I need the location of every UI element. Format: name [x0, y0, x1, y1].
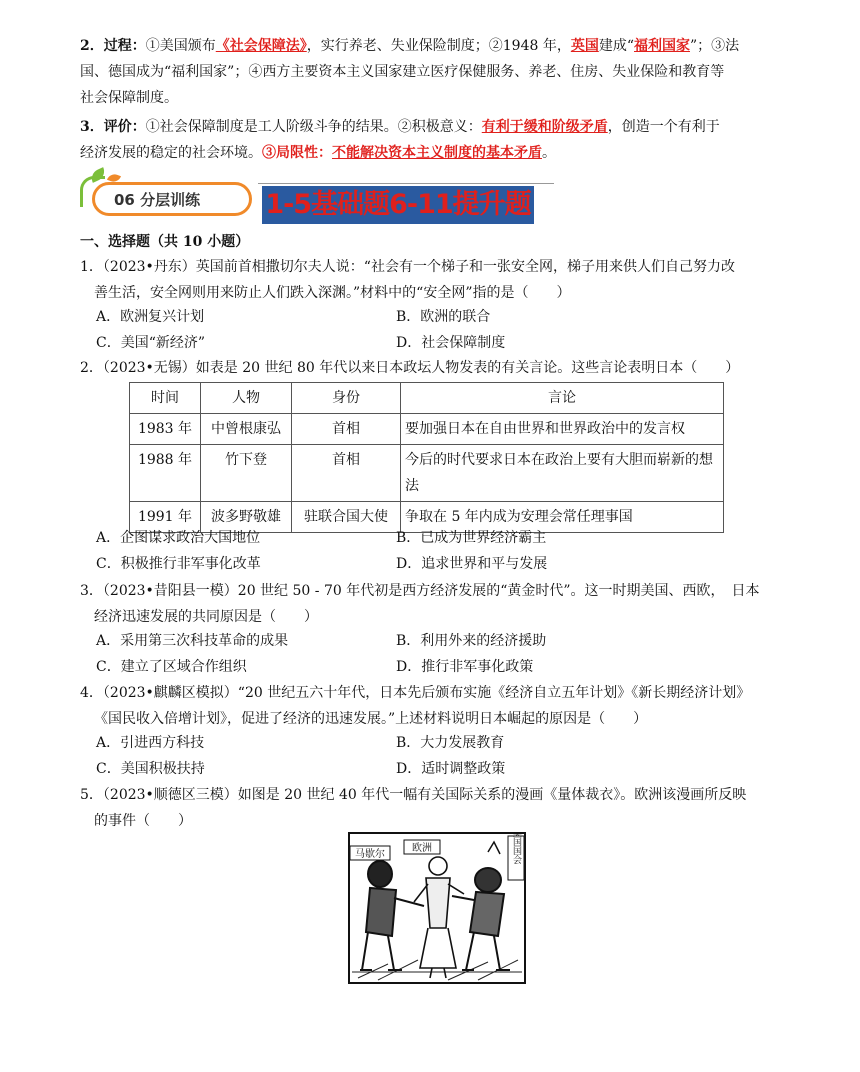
question-3 — [80, 578, 784, 630]
table-cell: 1991 年 — [130, 502, 201, 533]
point-2-text: 建成“ — [598, 38, 634, 54]
limitation-prefix: ③局限性： — [262, 145, 332, 161]
option-b[interactable]: B．已成为世界经济霸主 — [396, 530, 547, 546]
option-c[interactable]: C．建立了区域合作组织 — [96, 659, 247, 675]
banner-label: 06 分层训练 — [114, 191, 201, 209]
option-b[interactable]: B．大力发展教育 — [396, 735, 505, 751]
table-cell: 要加强日本在自由世界和世界政治中的发言权 — [401, 414, 724, 445]
table-cell: 争取在 5 年内成为安理会常任理事国 — [401, 502, 724, 533]
question-stem: 4．（2023•麒麟区模拟）“20 世纪五六十年代，日本先后颁布实施《经济自立五年计划》《新长期经济计划》 — [80, 685, 751, 701]
table-cell: 1983 年 — [130, 414, 201, 445]
positive-significance: 有利于缓和阶级矛盾 — [481, 119, 608, 135]
question-1 — [80, 254, 784, 306]
point-3-line-2: 经济发展的稳定的社会环境。 — [80, 145, 262, 161]
question-stem: 经济迅速发展的共同原因是（ ） — [94, 609, 318, 625]
limitation-text: 不能解决资本主义制度的基本矛盾 — [332, 145, 542, 161]
option-c[interactable]: C．美国积极扶持 — [96, 761, 205, 777]
speech-table — [129, 382, 724, 533]
point-2 — [80, 33, 784, 111]
point-3-text: ①社会保障制度是工人阶级斗争的结果。②积极意义： — [145, 119, 482, 135]
point-3-text: ，创造一个有利于 — [607, 119, 720, 135]
option-d[interactable]: D．社会保障制度 — [396, 335, 506, 351]
difficulty-tag: 1-5基础题6-11提升题 — [262, 186, 534, 224]
point-2-line-3: 社会保障制度。 — [80, 90, 178, 106]
social-security-law: 《社会保障法》 — [215, 38, 307, 54]
option-b[interactable]: B．欧洲的联合 — [396, 309, 491, 325]
table-header: 身份 — [292, 383, 401, 414]
option-d[interactable]: D．适时调整政策 — [396, 761, 506, 777]
table-cell: 首相 — [292, 414, 401, 445]
point-3-num: 3． — [80, 119, 104, 135]
table-row — [130, 445, 724, 502]
cartoon-label-right: 美国国会 — [511, 832, 521, 864]
table-cell: 波多野敬雄 — [201, 502, 292, 533]
option-a[interactable]: A．采用第三次科技革命的成果 — [96, 633, 289, 649]
question-stem: 1．（2023•丹东）英国前首相撒切尔夫人说：“社会有一个梯子和一张安全网，梯子用来供人们自己努力改 — [80, 259, 735, 275]
option-c[interactable]: C．美国“新经济” — [96, 335, 206, 351]
section-title: 一、选择题（共 10 小题） — [80, 234, 250, 250]
option-c[interactable]: C．积极推行非军事化改革 — [96, 556, 261, 572]
option-b[interactable]: B．利用外来的经济援助 — [396, 633, 547, 649]
question-stem: 《国民收入倍增计划》，促进了经济的迅速发展。”上述材料说明日本崛起的原因是（ ） — [94, 711, 648, 727]
question-2 — [80, 355, 784, 381]
table-cell: 竹下登 — [201, 445, 292, 502]
question-5 — [80, 782, 784, 834]
option-d[interactable]: D．追求世界和平与发展 — [396, 556, 548, 572]
table-header: 言论 — [401, 383, 724, 414]
table-cell: 今后的时代要求日本在政治上要有大胆而崭新的想法 — [401, 445, 724, 502]
table-cell: 驻联合国大使 — [292, 502, 401, 533]
option-a[interactable]: A．欧洲复兴计划 — [96, 309, 205, 325]
point-2-num: 2． — [80, 38, 104, 54]
table-header: 人物 — [201, 383, 292, 414]
point-2-label: 过程： — [103, 38, 146, 54]
option-a[interactable]: A．企图谋求政治大国地位 — [96, 530, 261, 546]
cartoon-label-mid: 欧洲 — [412, 843, 432, 854]
table-row — [130, 414, 724, 445]
point-3 — [80, 114, 784, 166]
question-stem: 2．（2023•无锡）如表是 20 世纪 80 年代以来日本政坛人物发表的有关言论。这些言论表明日本（ ） — [80, 360, 740, 376]
question-4 — [80, 680, 784, 732]
point-2-text: ”；③法 — [690, 38, 740, 54]
question-stem: 的事件（ ） — [94, 813, 192, 829]
point-3-end: 。 — [542, 145, 556, 161]
section-banner — [78, 168, 258, 222]
question-stem: 3．（2023•昔阳县一模）20 世纪 50 - 70 年代初是西方经济发展的“黄金时代”。这一时期美国、西欧， 日本 — [80, 583, 760, 599]
point-3-label: 评价： — [103, 119, 146, 135]
question-stem: 善生活，安全网则用来防止人们跌入深渊。”材料中的“安全网”指的是（ ） — [94, 285, 571, 301]
option-a[interactable]: A．引进西方科技 — [96, 735, 205, 751]
welfare-state-keyword: 福利国家 — [634, 38, 690, 54]
option-d[interactable]: D．推行非军事化政策 — [396, 659, 534, 675]
tailoring-cartoon-image — [348, 832, 526, 984]
point-2-text: ，实行养老、失业保险制度；②1948 年， — [306, 38, 571, 54]
cartoon-label-left: 马歇尔 — [355, 849, 385, 860]
table-cell: 中曾根康弘 — [201, 414, 292, 445]
table-cell: 1988 年 — [130, 445, 201, 502]
table-header-row — [130, 383, 724, 414]
table-cell: 首相 — [292, 445, 401, 502]
question-stem: 5．（2023•顺德区三模）如图是 20 世纪 40 年代一幅有关国际关系的漫画《量体裁衣》。欧洲该漫画所反映 — [80, 787, 747, 803]
cartoon-drawing — [348, 832, 526, 984]
uk-keyword: 英国 — [570, 38, 599, 54]
point-2-line-2: 国、德国成为“福利国家”；④西方主要资本主义国家建立医疗保健服务、养老、住房、失业保险和教育等 — [80, 64, 725, 80]
point-2-text: ①美国颁布 — [145, 38, 216, 54]
banner-divider — [258, 183, 554, 184]
table-header: 时间 — [130, 383, 201, 414]
